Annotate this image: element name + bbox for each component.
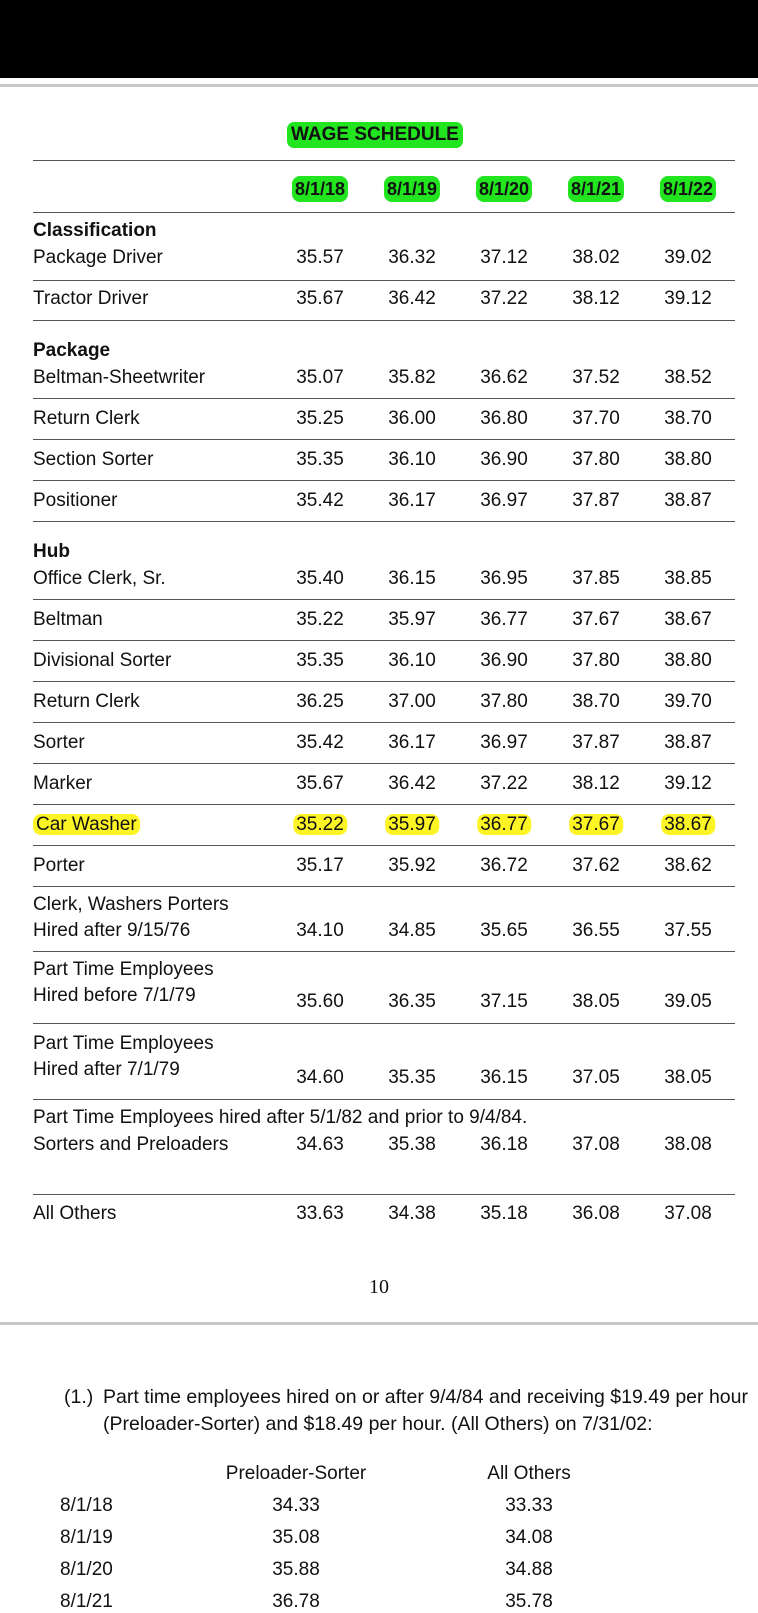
- date-column-header: 8/1/18: [292, 176, 348, 202]
- wage-value: 36.15: [480, 1067, 528, 1088]
- wage-cell: [388, 732, 436, 754]
- page-divider-top: [0, 84, 758, 87]
- wage-value: 37.85: [572, 568, 620, 589]
- wage-value: 37.67: [572, 609, 620, 630]
- wage-value: 36.17: [388, 732, 436, 753]
- row-label: [33, 1203, 116, 1225]
- footnote-number: (1.): [64, 1386, 94, 1408]
- wage-value: 35.42: [296, 732, 344, 753]
- footnote-date: 8/1/18: [60, 1495, 113, 1516]
- wage-value: 34.38: [388, 1203, 436, 1224]
- wage-cell: [480, 1134, 528, 1156]
- wage-value: 38.05: [572, 991, 620, 1012]
- wage-value: 36.72: [480, 855, 528, 876]
- row-label-text: Beltman-Sheetwriter: [33, 367, 206, 388]
- date-column-header: 8/1/20: [476, 176, 532, 202]
- row-label: [33, 568, 166, 590]
- wage-cell: [388, 367, 436, 389]
- row-label: [33, 732, 85, 754]
- wage-value: 38.70: [572, 691, 620, 712]
- wage-cell: [572, 691, 620, 713]
- row-label: [33, 773, 92, 795]
- wage-cell: [572, 367, 620, 389]
- row-rule: [33, 886, 735, 887]
- wage-value: 35.17: [296, 855, 344, 876]
- wage-cell: [572, 991, 620, 1013]
- wage-cell: [388, 991, 436, 1013]
- wage-value: 36.42: [388, 773, 436, 794]
- wage-value: 37.08: [572, 1134, 620, 1155]
- row-rule: [33, 280, 735, 281]
- row-rule: [33, 845, 735, 846]
- wage-value: 37.00: [388, 691, 436, 712]
- wage-value: 37.62: [572, 855, 620, 876]
- wage-cell: [296, 1134, 344, 1156]
- row-rule: [33, 599, 735, 600]
- wage-cell: [296, 288, 344, 310]
- wage-value: 39.12: [664, 288, 712, 309]
- row-label: [33, 959, 214, 981]
- wage-value: 35.22: [296, 609, 344, 630]
- footnote-value: 34.33: [272, 1495, 320, 1516]
- row-label: [33, 650, 171, 672]
- wage-cell: [664, 288, 712, 310]
- wage-cell: [480, 991, 528, 1013]
- row-rule: [33, 480, 735, 481]
- wage-cell: [664, 1134, 712, 1156]
- wage-cell: [477, 814, 531, 836]
- wage-cell: [388, 650, 436, 672]
- row-label-text: Part Time Employees: [33, 959, 214, 980]
- wage-cell: [296, 609, 344, 631]
- wage-cell: [388, 691, 436, 713]
- wage-cell: [480, 773, 528, 795]
- wage-cell: [480, 1203, 528, 1225]
- row-label-text: Clerk, Washers Porters: [33, 894, 229, 915]
- top-black-bar: [0, 0, 758, 78]
- row-label-text: Tractor Driver: [33, 288, 149, 309]
- wage-cell: [664, 1203, 712, 1225]
- wage-value: 38.12: [572, 773, 620, 794]
- row-label: [33, 449, 153, 471]
- row-label: [33, 408, 140, 430]
- wage-cell: [572, 609, 620, 631]
- wage-value: 35.42: [296, 490, 344, 511]
- footnote-value: 34.88: [505, 1559, 553, 1580]
- wage-value: 36.15: [388, 568, 436, 589]
- wage-value: 35.67: [296, 773, 344, 794]
- wage-value: 36.17: [388, 490, 436, 511]
- row-label: [33, 855, 85, 877]
- wage-value: 36.97: [480, 732, 528, 753]
- wage-cell: [296, 568, 344, 590]
- wage-cell: [480, 650, 528, 672]
- wage-value: 34.85: [388, 920, 436, 941]
- wage-cell: [664, 920, 712, 942]
- wage-value: 33.63: [296, 1203, 344, 1224]
- wage-cell: [664, 367, 712, 389]
- wage-value: 38.05: [664, 1067, 712, 1088]
- wage-value: 35.35: [296, 650, 344, 671]
- row-label: [33, 1059, 180, 1081]
- wage-cell: [296, 1203, 344, 1225]
- wage-value: 38.08: [664, 1134, 712, 1155]
- wage-cell: [296, 691, 344, 713]
- wage-value: 37.80: [480, 691, 528, 712]
- footnote-value: 35.78: [505, 1591, 553, 1612]
- wage-value: 36.95: [480, 568, 528, 589]
- wage-value: 39.02: [664, 247, 712, 268]
- row-label: [33, 814, 140, 836]
- wage-value: 38.80: [664, 449, 712, 470]
- row-label-text: Sorters and Preloaders: [33, 1134, 229, 1155]
- wage-cell: [572, 408, 620, 430]
- wage-value: 38.02: [572, 247, 620, 268]
- section-heading: Hub: [33, 541, 70, 562]
- wage-cell: [664, 773, 712, 795]
- date-column-header: 8/1/19: [384, 176, 440, 202]
- wage-cell: [296, 247, 344, 269]
- wage-value: 35.38: [388, 1134, 436, 1155]
- wage-cell: [388, 449, 436, 471]
- row-label: [33, 367, 205, 389]
- wage-value: 36.55: [572, 920, 620, 941]
- row-label-text: Return Clerk: [33, 408, 140, 429]
- wage-value: 36.08: [572, 1203, 620, 1224]
- wage-value: 35.60: [296, 991, 344, 1012]
- wage-value: 35.97: [385, 814, 439, 835]
- wage-value: 36.10: [388, 650, 436, 671]
- wage-cell: [296, 367, 344, 389]
- wage-cell: [480, 408, 528, 430]
- row-rule: [33, 951, 735, 952]
- wage-cell: [388, 568, 436, 590]
- wage-value: 35.40: [296, 568, 344, 589]
- row-rule: [33, 722, 735, 723]
- wage-value: 36.77: [480, 609, 528, 630]
- wage-cell: [296, 991, 344, 1013]
- wage-value: 34.60: [296, 1067, 344, 1088]
- wage-value: 34.63: [296, 1134, 344, 1155]
- wage-value: 38.87: [664, 490, 712, 511]
- wage-value: 36.25: [296, 691, 344, 712]
- wage-value: 36.90: [480, 449, 528, 470]
- wage-value: 35.92: [388, 855, 436, 876]
- wage-cell: [480, 449, 528, 471]
- wage-cell: [388, 247, 436, 269]
- wage-value: 35.18: [480, 1203, 528, 1224]
- wage-value: 35.35: [296, 449, 344, 470]
- wage-cell: [480, 920, 528, 942]
- wage-value: 38.70: [664, 408, 712, 429]
- wage-value: 35.22: [293, 814, 347, 835]
- wage-cell: [664, 490, 712, 512]
- page-divider: [0, 1322, 758, 1325]
- wage-cell: [664, 855, 712, 877]
- wage-cell: [664, 691, 712, 713]
- wage-value: 38.85: [664, 568, 712, 589]
- wage-value: 39.05: [664, 991, 712, 1012]
- wage-cell: [388, 1134, 436, 1156]
- wage-cell: [480, 490, 528, 512]
- wage-cell: [572, 247, 620, 269]
- wage-value: 37.70: [572, 408, 620, 429]
- wage-cell: [388, 773, 436, 795]
- wage-cell: [388, 1067, 436, 1089]
- wage-value: 37.08: [664, 1203, 712, 1224]
- section-heading: Classification: [33, 220, 157, 241]
- wage-cell: [388, 609, 436, 631]
- wage-cell: [296, 650, 344, 672]
- wage-cell: [388, 408, 436, 430]
- wage-cell: [572, 449, 620, 471]
- wage-value: 36.90: [480, 650, 528, 671]
- footnote-text: Part time employees hired on or after 9/4/84 and receiving $19.49 per hour (Preloader-Sorter) and $18.49 per hour. (All Others) on 7/31/02:: [103, 1386, 748, 1435]
- row-label-text: Beltman: [33, 609, 103, 630]
- row-rule: [33, 1194, 735, 1195]
- wage-cell: [293, 814, 347, 836]
- wage-cell: [664, 449, 712, 471]
- wage-cell: [480, 1067, 528, 1089]
- row-label-text: Return Clerk: [33, 691, 140, 712]
- row-rule: [33, 439, 735, 440]
- wage-value: 38.52: [664, 367, 712, 388]
- row-label-text: Part Time Employees: [33, 1033, 214, 1054]
- page-number: 10: [369, 1276, 389, 1298]
- wage-value: 37.80: [572, 449, 620, 470]
- wage-cell: [664, 1067, 712, 1089]
- row-label-text: Office Clerk, Sr.: [33, 568, 166, 589]
- row-label-text: Car Washer: [33, 814, 140, 835]
- wage-value: 35.67: [296, 288, 344, 309]
- wage-cell: [572, 732, 620, 754]
- wage-cell: [296, 449, 344, 471]
- wage-value: 37.67: [569, 814, 623, 835]
- section-heading: Package: [33, 340, 111, 361]
- row-label: [33, 609, 103, 631]
- wage-cell: [569, 814, 623, 836]
- wage-value: 35.25: [296, 408, 344, 429]
- wage-value: 37.22: [480, 288, 528, 309]
- row-rule: [33, 681, 735, 682]
- wage-cell: [664, 568, 712, 590]
- wage-cell: [388, 855, 436, 877]
- wage-value: 34.10: [296, 920, 344, 941]
- wage-cell: [296, 1067, 344, 1089]
- row-rule: [33, 398, 735, 399]
- wage-cell: [572, 773, 620, 795]
- wage-cell: [296, 773, 344, 795]
- wage-cell: [572, 650, 620, 672]
- row-label-text: Hired after 7/1/79: [33, 1059, 180, 1080]
- row-label: [33, 894, 229, 916]
- wage-cell: [296, 855, 344, 877]
- wage-cell: [572, 920, 620, 942]
- wage-value: 36.00: [388, 408, 436, 429]
- wage-value: 36.35: [388, 991, 436, 1012]
- wage-cell: [296, 490, 344, 512]
- wage-cell: [480, 367, 528, 389]
- page-title: WAGE SCHEDULE: [287, 122, 463, 148]
- row-rule: [33, 640, 735, 641]
- row-label-text: Positioner: [33, 490, 118, 511]
- wage-value: 35.35: [388, 1067, 436, 1088]
- wage-value: 39.12: [664, 773, 712, 794]
- row-label: [33, 247, 163, 269]
- row-label: [33, 985, 196, 1007]
- wage-value: 37.87: [572, 490, 620, 511]
- wage-cell: [480, 568, 528, 590]
- wage-cell: [480, 288, 528, 310]
- row-rule: [33, 1099, 735, 1100]
- row-label-text: Marker: [33, 773, 93, 794]
- row-rule: [33, 763, 735, 764]
- wage-cell: [388, 288, 436, 310]
- wage-value: 35.65: [480, 920, 528, 941]
- footnote-col-header: All Others: [487, 1463, 571, 1484]
- wage-value: 38.80: [664, 650, 712, 671]
- header-rule: [33, 160, 735, 161]
- wage-cell: [480, 609, 528, 631]
- wage-value: 37.87: [572, 732, 620, 753]
- wage-cell: [572, 288, 620, 310]
- wage-cell: [664, 732, 712, 754]
- wage-value: 36.97: [480, 490, 528, 511]
- wage-value: 38.12: [572, 288, 620, 309]
- wage-cell: [480, 691, 528, 713]
- wage-cell: [296, 408, 344, 430]
- row-label-text: All Others: [33, 1203, 117, 1224]
- wage-value: 37.52: [572, 367, 620, 388]
- footnote-value: 36.78: [272, 1591, 320, 1612]
- wage-value: 35.97: [388, 609, 436, 630]
- wage-value: 36.62: [480, 367, 528, 388]
- wage-cell: [388, 490, 436, 512]
- row-label-text: Divisional Sorter: [33, 650, 172, 671]
- row-label-text: Part Time Employees hired after 5/1/82 and prior to 9/4/84.: [33, 1107, 528, 1128]
- wage-value: 36.80: [480, 408, 528, 429]
- footnote-col-header: Preloader-Sorter: [225, 1463, 367, 1484]
- wage-cell: [572, 1203, 620, 1225]
- wage-cell: [572, 855, 620, 877]
- wage-value: 37.55: [664, 920, 712, 941]
- wage-value: 36.32: [388, 247, 436, 268]
- row-label-text: Sorter: [33, 732, 85, 753]
- wage-cell: [480, 247, 528, 269]
- wage-cell: [296, 732, 344, 754]
- wage-value: 37.80: [572, 650, 620, 671]
- row-rule: [33, 1023, 735, 1024]
- footnote-value: 34.08: [505, 1527, 553, 1548]
- wage-value: 36.10: [388, 449, 436, 470]
- footnote-value: 35.08: [272, 1527, 320, 1548]
- wage-value: 37.22: [480, 773, 528, 794]
- wage-value: 37.12: [480, 247, 528, 268]
- row-rule: [33, 804, 735, 805]
- wage-cell: [388, 920, 436, 942]
- wage-cell: [664, 247, 712, 269]
- wage-cell: [480, 732, 528, 754]
- wage-value: 36.77: [477, 814, 531, 835]
- footnote-value: 33.33: [505, 1495, 553, 1516]
- wage-value: 36.18: [480, 1134, 528, 1155]
- wage-cell: [388, 1203, 436, 1225]
- wage-value: 38.67: [661, 814, 715, 835]
- row-label: [33, 920, 190, 942]
- date-column-header: 8/1/21: [568, 176, 624, 202]
- row-label: [33, 288, 148, 310]
- footnote-date: 8/1/21: [60, 1591, 113, 1612]
- row-label: [33, 1134, 228, 1156]
- footnote-value: 35.88: [272, 1559, 320, 1580]
- row-rule: [33, 320, 735, 321]
- row-label: [33, 490, 118, 512]
- row-label-text: Hired before 7/1/79: [33, 985, 196, 1006]
- date-column-header: 8/1/22: [660, 176, 716, 202]
- wage-cell: [572, 1067, 620, 1089]
- wage-cell: [664, 408, 712, 430]
- wage-cell: [661, 814, 715, 836]
- wage-value: 36.42: [388, 288, 436, 309]
- wage-cell: [664, 609, 712, 631]
- wage-value: 37.15: [480, 991, 528, 1012]
- row-rule: [33, 521, 735, 522]
- wage-cell: [385, 814, 439, 836]
- wage-cell: [296, 920, 344, 942]
- row-label: [33, 1107, 527, 1129]
- row-label-text: Package Driver: [33, 247, 163, 268]
- wage-value: 35.82: [388, 367, 436, 388]
- wage-value: 38.87: [664, 732, 712, 753]
- wage-value: 35.57: [296, 247, 344, 268]
- wage-value: 38.62: [664, 855, 712, 876]
- wage-cell: [572, 1134, 620, 1156]
- wage-value: 39.70: [664, 691, 712, 712]
- wage-cell: [572, 568, 620, 590]
- wage-cell: [664, 650, 712, 672]
- footnote-date: 8/1/20: [60, 1559, 113, 1580]
- wage-value: 35.07: [296, 367, 344, 388]
- row-label: [33, 691, 140, 713]
- row-label-text: Hired after 9/15/76: [33, 920, 191, 941]
- wage-value: 37.05: [572, 1067, 620, 1088]
- wage-cell: [572, 490, 620, 512]
- wage-cell: [480, 855, 528, 877]
- header-rule: [33, 212, 735, 213]
- wage-cell: [664, 991, 712, 1013]
- footnote-date: 8/1/19: [60, 1527, 113, 1548]
- row-label: [33, 1033, 214, 1055]
- wage-value: 38.67: [664, 609, 712, 630]
- row-label-text: Porter: [33, 855, 85, 876]
- row-label-text: Section Sorter: [33, 449, 154, 470]
